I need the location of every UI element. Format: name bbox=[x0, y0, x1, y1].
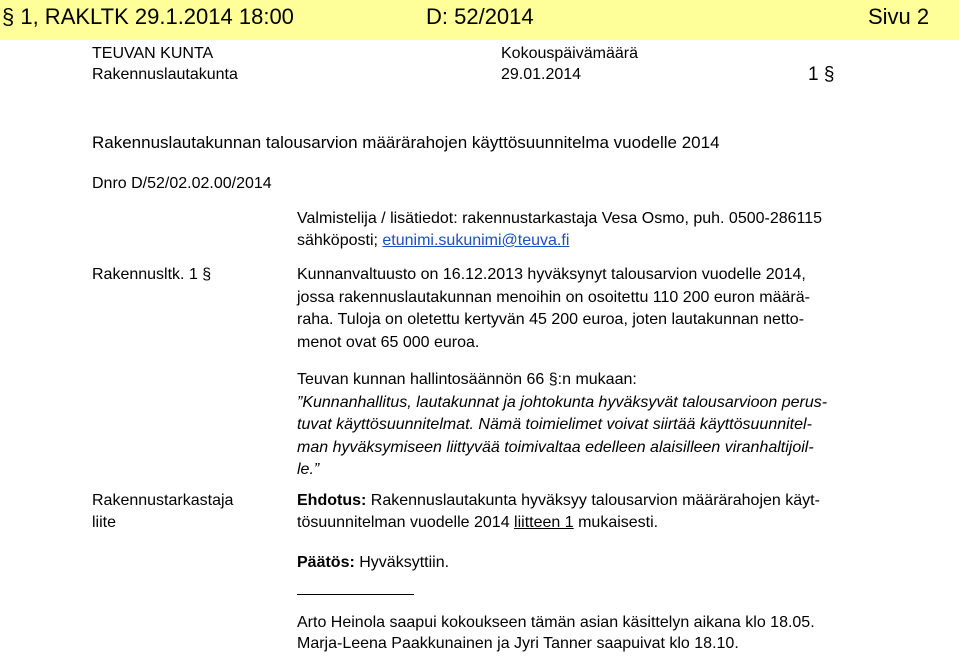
arrival-note: Arto Heinola saapui kokoukseen tämän asian käsittelyn aikana klo 18.05. bbox=[297, 614, 815, 631]
meeting-date: 29.01.2014 bbox=[501, 66, 582, 83]
meeting-reference: § 1, RAKLTK 29.1.2014 18:00 bbox=[2, 4, 294, 29]
decision bbox=[297, 552, 449, 575]
quote-line: le.” bbox=[297, 461, 320, 478]
attachment-label: liite bbox=[92, 514, 117, 531]
preparer-info: Valmistelija / lisätiedot: rakennustarkastaja Vesa Osmo, puh. 0500-286115 bbox=[297, 210, 823, 227]
paragraph-line: menot ovat 65 000 euroa. bbox=[297, 333, 480, 351]
proposal-line-1 bbox=[297, 490, 820, 513]
quote-line: tuvat käyttösuunnitelmat. Nämä toimielimet voivat siirtää käyttösuunnitel- bbox=[297, 416, 812, 433]
proposer-label: Rakennustarkastaja bbox=[92, 492, 234, 509]
budget-paragraph bbox=[297, 264, 897, 354]
paragraph-line: Kunnanvaltuusto on 16.12.2013 hyväksynyt talousarvion vuodelle 2014, bbox=[297, 266, 806, 283]
proposal-line-2 bbox=[297, 512, 658, 535]
proposal-text: Rakennuslautakunta hyväksyy talousarvion määrärahojen käyt- bbox=[366, 492, 820, 509]
regulation-paragraph bbox=[297, 369, 897, 482]
paragraph-line: jossa rakennuslautakunnan menoihin on osoitettu 110 200 euron määrä- bbox=[297, 288, 810, 306]
quote-line: man hyväksymiseen liittyvää toimivaltaa edelleen alaisilleen viranhaltijoil- bbox=[297, 438, 814, 456]
board-name: Rakennuslautakunta bbox=[92, 66, 238, 83]
decision-label: Päätös: bbox=[297, 554, 355, 571]
separator-line bbox=[297, 594, 414, 595]
section-reference: Rakennusltk. 1 § bbox=[92, 266, 212, 283]
paragraph-line: raha. Tuloja on oletettu kertyvän 45 200 euroa, joten lautakunnan netto- bbox=[297, 311, 805, 328]
proposal-label: Ehdotus: bbox=[297, 492, 367, 509]
arrival-note: Marja-Leena Paakkunainen ja Jyri Tanner saapuivat klo 18.10. bbox=[297, 635, 739, 652]
diary-reference: Dnro D/52/02.02.00/2014 bbox=[92, 175, 272, 192]
section-number: 1 § bbox=[808, 64, 835, 85]
proposal-text: mukaisesti. bbox=[573, 514, 659, 531]
page-number: Sivu 2 bbox=[868, 4, 930, 29]
proposal-text: tösuunnitelman vuodelle 2014 bbox=[297, 514, 515, 531]
email-label: sähköposti; bbox=[297, 232, 383, 249]
page-title: Rakennuslautakunnan talousarvion määrärahojen käyttösuunnitelma vuodelle 2014 bbox=[92, 133, 720, 152]
meeting-date-label: Kokouspäivämäärä bbox=[501, 45, 638, 62]
quote-line: ”Kunnanhallitus, lautakunnat ja johtokunta hyväksyvät talousarvioon perus- bbox=[297, 393, 828, 411]
preparer-email-line bbox=[297, 230, 569, 253]
email-link[interactable]: etunimi.sukunimi@teuva.fi bbox=[382, 232, 570, 249]
municipality-name: TEUVAN KUNTA bbox=[92, 45, 214, 62]
diary-number: D: 52/2014 bbox=[426, 4, 534, 29]
paragraph-intro: Teuvan kunnan hallintosäännön 66 §:n mukaan: bbox=[297, 371, 637, 388]
attachment-link[interactable]: liitteen 1 bbox=[514, 514, 574, 531]
decision-text: Hyväksyttiin. bbox=[354, 554, 450, 571]
